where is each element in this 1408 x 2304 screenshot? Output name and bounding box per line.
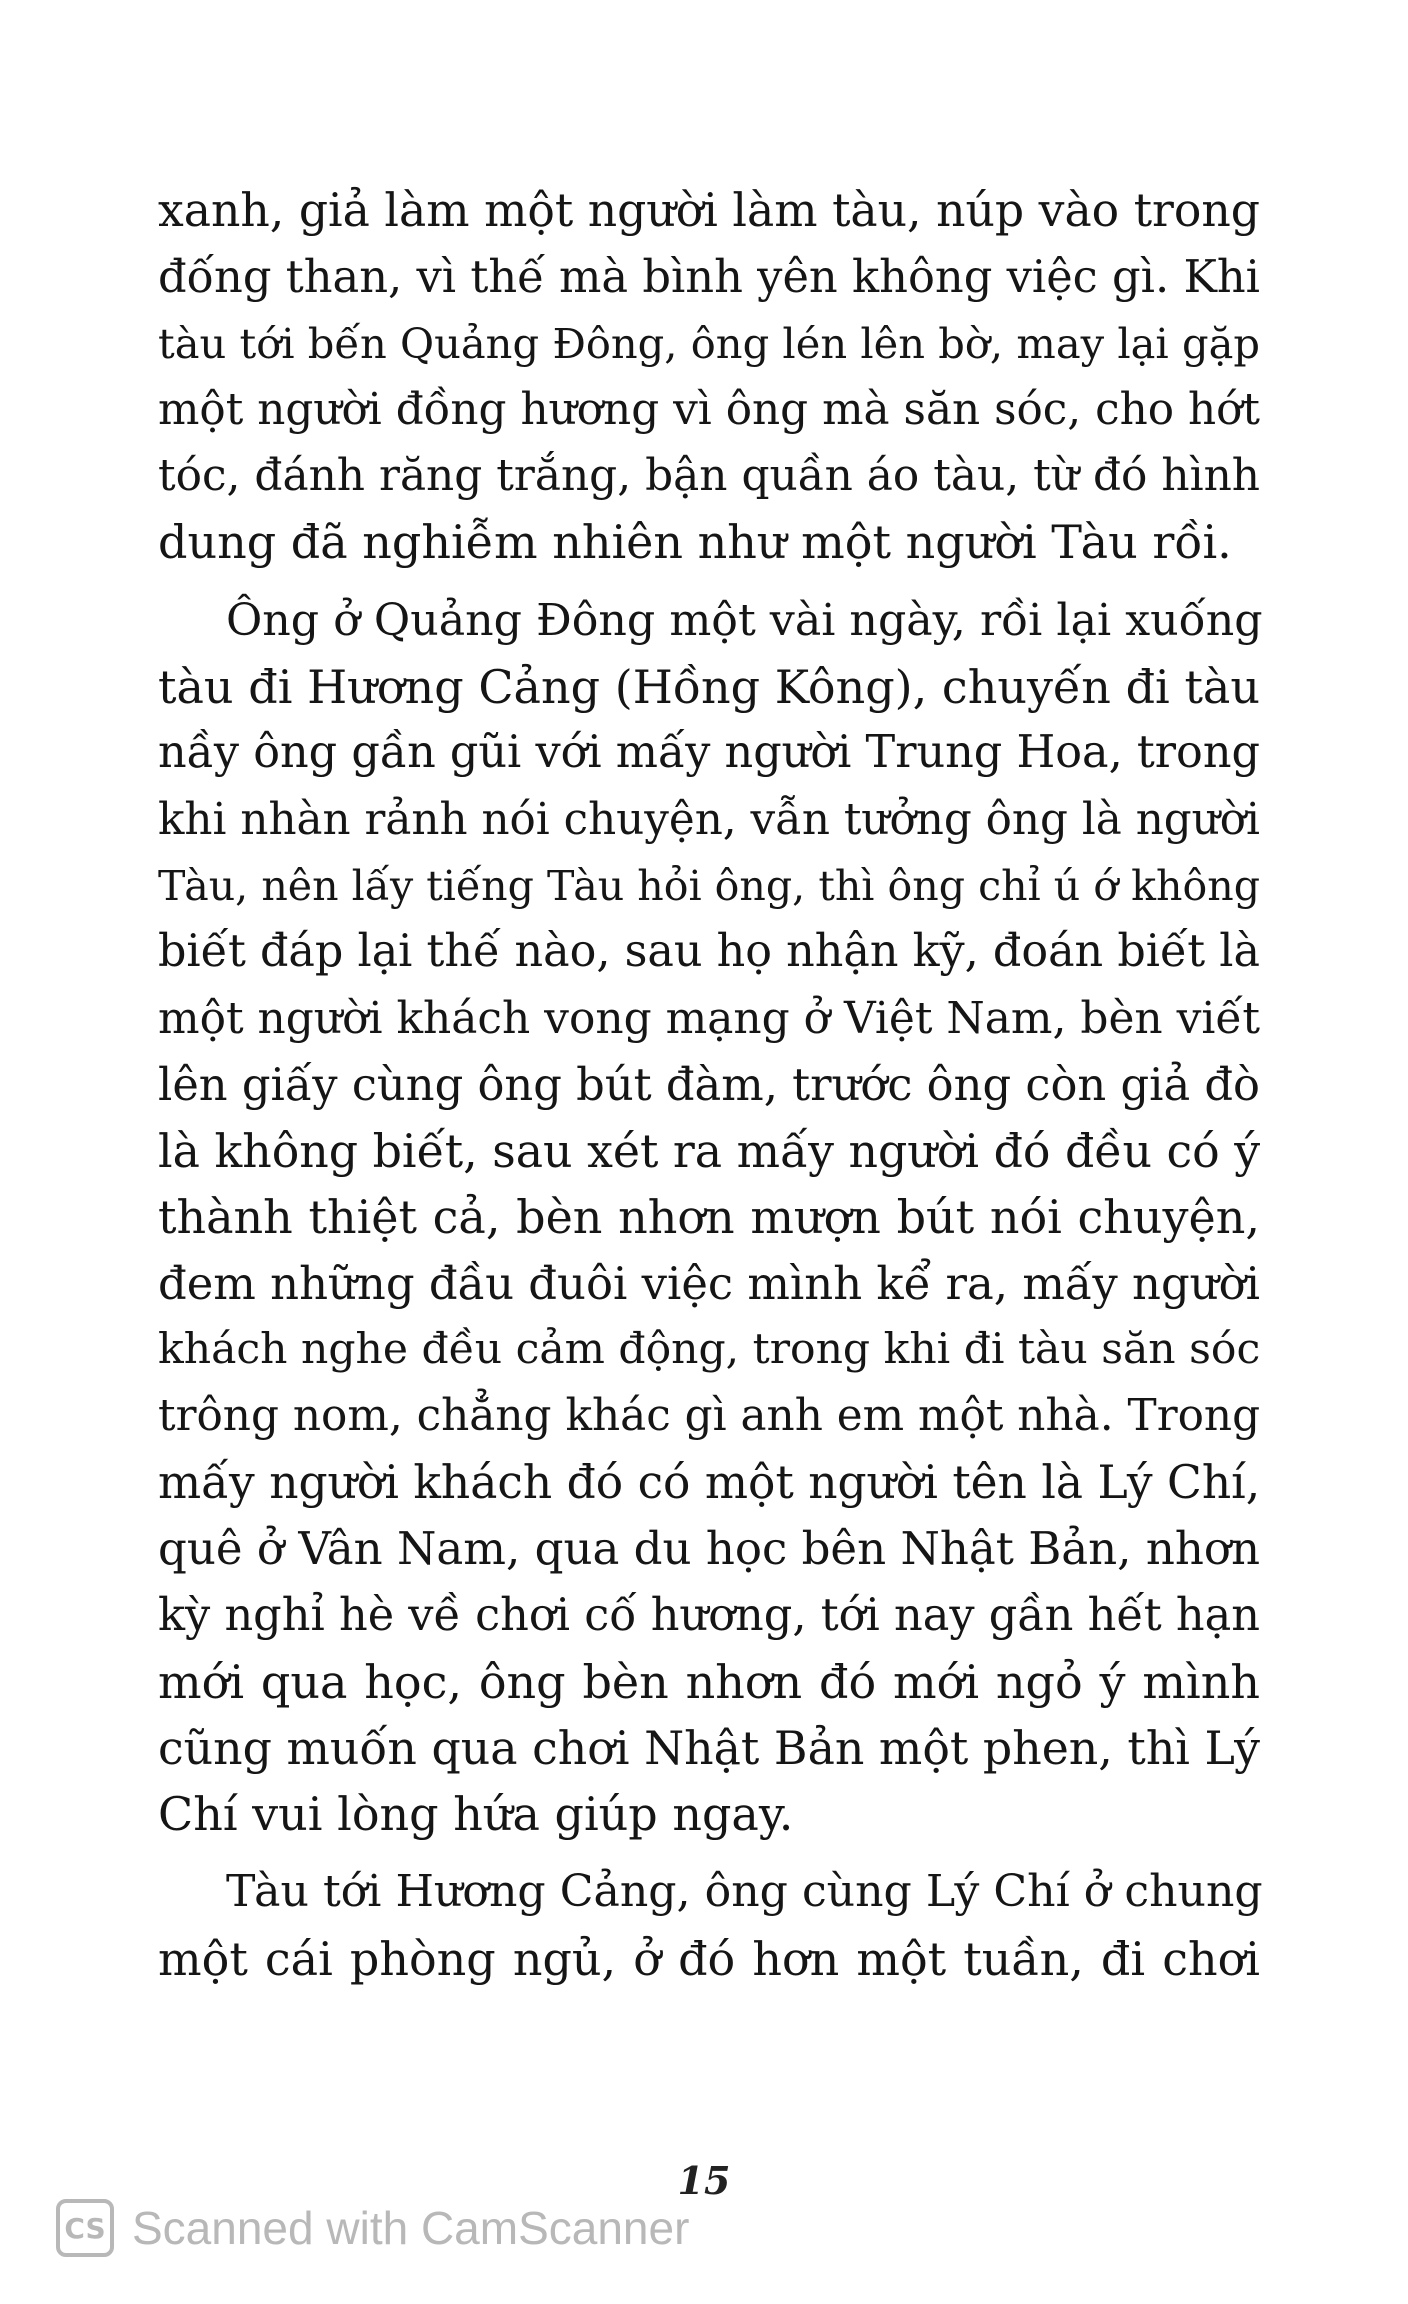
text-line: thành thiệt cả, bèn nhơn mượn bút nói chuyện, [158,1190,1260,1245]
text-line: đống than, vì thế mà bình yên không việc gì. Khi [158,250,1260,304]
text-line: mấy người khách đó có một người tên là Lý Chí, [158,1455,1261,1509]
scanner-watermark [56,2196,689,2260]
text-line: Ông ở Quảng Đông một vài ngày, rồi lại xuống [226,594,1263,646]
text-line: xanh, giả làm một người làm tàu, núp vào trong [158,184,1260,237]
text-line: dung đã nghiễm nhiên như một người Tàu rồi. [158,515,1232,570]
camscanner-logo-icon: CS [56,2199,114,2257]
text-line: một người khách vong mạng ở Việt Nam, bèn viết [158,992,1260,1044]
text-line: tàu tới bến Quảng Đông, ông lén lên bờ, may lại gặp [158,318,1260,368]
text-line: Tàu tới Hương Cảng, ông cùng Lý Chí ở chung [226,1866,1263,1918]
text-line: nầy ông gần gũi với mấy người Trung Hoa, trong [158,727,1260,779]
text-line: trông nom, chẳng khác gì anh em một nhà. Trong [158,1390,1261,1442]
text-line: khi nhàn rảnh nói chuyện, vẫn tưởng ông là người [158,794,1260,845]
paragraph [158,588,1263,1848]
watermark-text: Scanned with CamScanner [132,2202,690,2254]
text-line: biết đáp lại thế nào, sau họ nhận kỹ, đoán biết là [158,926,1260,978]
text-line: khách nghe đều cảm động, trong khi đi tàu săn sóc [158,1325,1261,1375]
text-line: quê ở Vân Nam, qua du học bên Nhật Bản, nhơn [158,1521,1260,1575]
paragraph [158,178,1260,576]
text-line: một cái phòng ngủ, ở đó hơn một tuần, đi chơi [158,1931,1260,1986]
paragraph [158,1859,1263,1992]
page-number: 15 [677,2158,731,2203]
body-text [158,178,1263,1992]
text-line: lên giấy cùng ông bút đàm, trước ông còn giả đò [158,1057,1260,1111]
text-line: cũng muốn qua chơi Nhật Bản một phen, thì Lý [158,1720,1260,1775]
text-line: đem những đầu đuôi việc mình kể ra, mấy người [158,1256,1260,1310]
text-line: là không biết, sau xét ra mấy người đó đều có ý [158,1124,1261,1179]
text-line: một người đồng hương vì ông mà săn sóc, cho hớt [158,383,1260,435]
text-line: Chí vui lòng hứa giúp ngay. [158,1787,794,1842]
text-line: kỳ nghỉ hè về chơi cố hương, tới nay gần hết hạn [158,1589,1260,1642]
text-line: Tàu, nên lấy tiếng Tàu hỏi ông, thì ông chỉ ú ớ không [158,861,1260,910]
text-line: mới qua học, ông bèn nhơn đó mới ngỏ ý mình [158,1654,1260,1709]
text-line: tóc, đánh răng trắng, bận quần áo tàu, từ đó hình [158,450,1260,502]
text-line: tàu đi Hương Cảng (Hồng Kông), chuyến đi tàu [158,660,1260,715]
